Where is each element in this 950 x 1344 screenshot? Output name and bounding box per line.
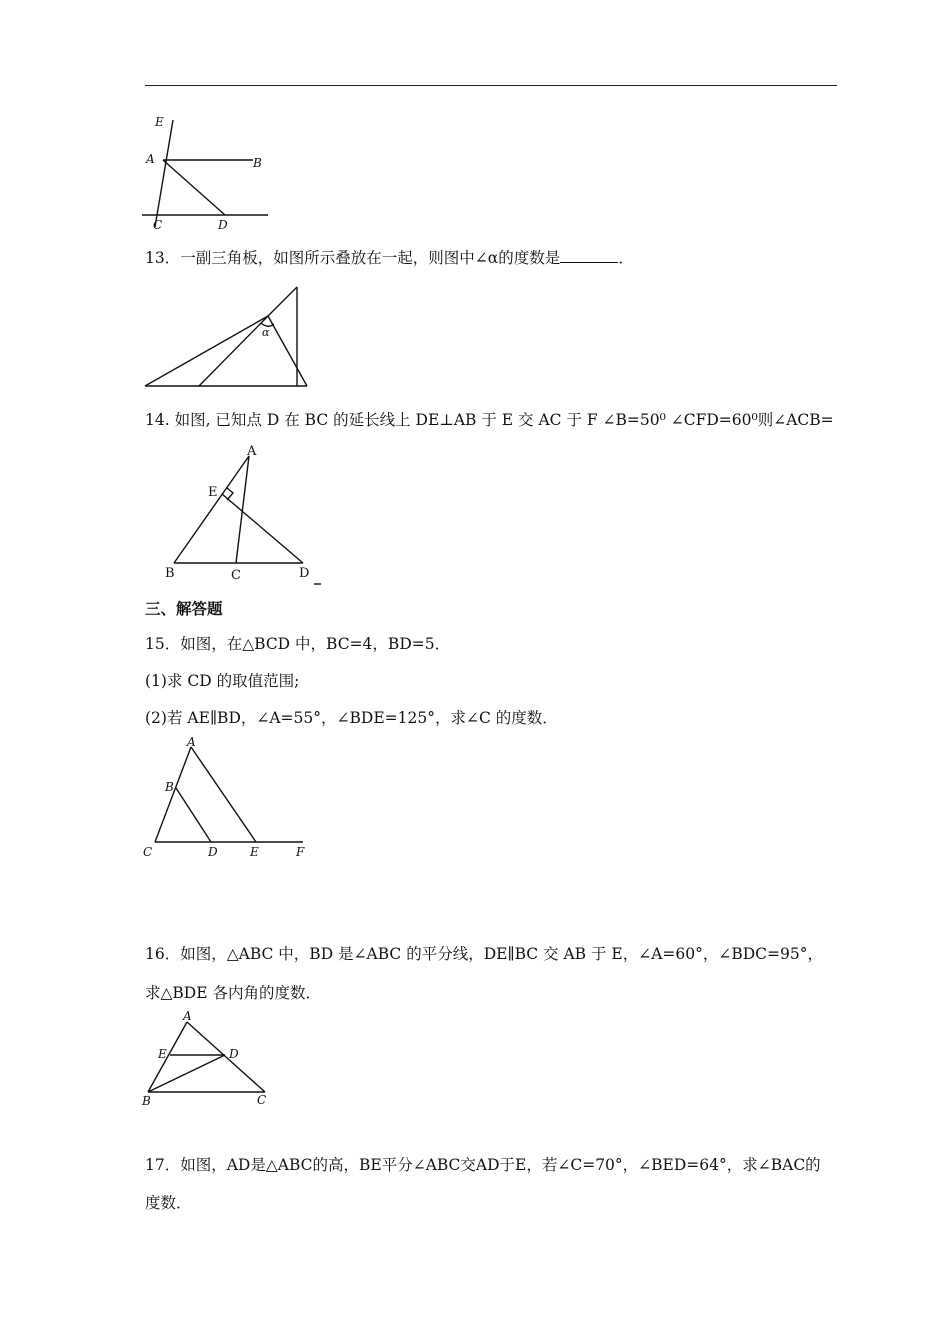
figure-q15 xyxy=(140,736,315,861)
label-c: C xyxy=(257,1093,267,1107)
label-d: D xyxy=(229,1047,239,1061)
label-c: C xyxy=(143,845,153,859)
triangle-hypotenuse xyxy=(145,316,268,386)
q13-number: 13． xyxy=(145,249,181,267)
triangle-top-edge xyxy=(268,287,297,316)
header-rule xyxy=(145,85,837,86)
question-14: 14. 如图, 已知点 D 在 BC 的延长线上 DE⊥AB 于 E 交 AC 于 F ∠B=50⁰ ∠CFD=60⁰则∠ACB= xyxy=(145,411,834,429)
question-16-line2: 求△BDE 各内角的度数． xyxy=(145,984,321,1002)
label-c: C xyxy=(153,218,163,232)
answer-blank xyxy=(560,248,618,263)
label-e: E xyxy=(208,485,218,500)
line-ad xyxy=(163,160,225,215)
label-e: E xyxy=(155,115,164,129)
label-b: B xyxy=(165,780,174,794)
segment-ba xyxy=(148,1022,187,1092)
label-e: E xyxy=(250,845,259,859)
segment-bd xyxy=(176,788,211,842)
label-a: A xyxy=(187,735,196,749)
line-ec xyxy=(155,120,173,227)
figure-q14 xyxy=(160,443,330,588)
label-d: D xyxy=(299,566,310,581)
question-17-line2: 度数． xyxy=(145,1194,192,1212)
label-c: C xyxy=(231,568,241,583)
label-b: B xyxy=(142,1094,151,1108)
figure-q13-triangle-rulers xyxy=(140,282,312,392)
label-d: D xyxy=(218,218,228,232)
label-alpha: α xyxy=(262,326,270,339)
q13-text: 一副三角板，如图所示叠放在一起，则图中∠α的度数是 xyxy=(180,249,561,267)
question-16-line1: 16．如图，△ABC 中，BD 是∠ABC 的平分线，DE∥BC 交 AB 于 E，∠A=60°，∠BDC=95°， xyxy=(145,945,824,963)
label-b: B xyxy=(165,566,175,581)
label-f: F xyxy=(296,845,305,859)
segment-ae xyxy=(191,747,256,842)
segment-ca xyxy=(155,747,191,842)
label-e: E xyxy=(158,1047,167,1061)
segment-ac xyxy=(187,1022,265,1092)
section-heading: 三、解答题 xyxy=(145,600,223,618)
label-a: A xyxy=(146,152,155,166)
question-15-part2: (2)若 AE∥BD，∠A=55°，∠BDE=125°，求∠C 的度数． xyxy=(145,709,558,727)
question-15-part1: (1)求 CD 的取值范围; xyxy=(145,672,300,690)
right-angle-mark xyxy=(227,488,233,500)
figure-q16 xyxy=(138,1010,273,1110)
label-d: D xyxy=(208,845,218,859)
question-17-line1: 17．如图，AD是△ABC的高，BE平分∠ABC交AD于E，若∠C=70°，∠BED=64°，求∠BAC的 xyxy=(145,1156,821,1174)
question-13 xyxy=(145,248,634,268)
segment-ed xyxy=(222,494,303,563)
figure-q12 xyxy=(140,112,270,234)
question-15-stem: 15．如图，在△BCD 中，BC=4，BD=5． xyxy=(145,635,451,653)
triangle-left-edge xyxy=(199,316,268,386)
label-a: A xyxy=(183,1009,192,1023)
label-b: B xyxy=(253,156,262,170)
q13-end: ． xyxy=(618,249,634,267)
triangle-right-edge xyxy=(268,316,307,386)
label-a: A xyxy=(247,444,257,459)
